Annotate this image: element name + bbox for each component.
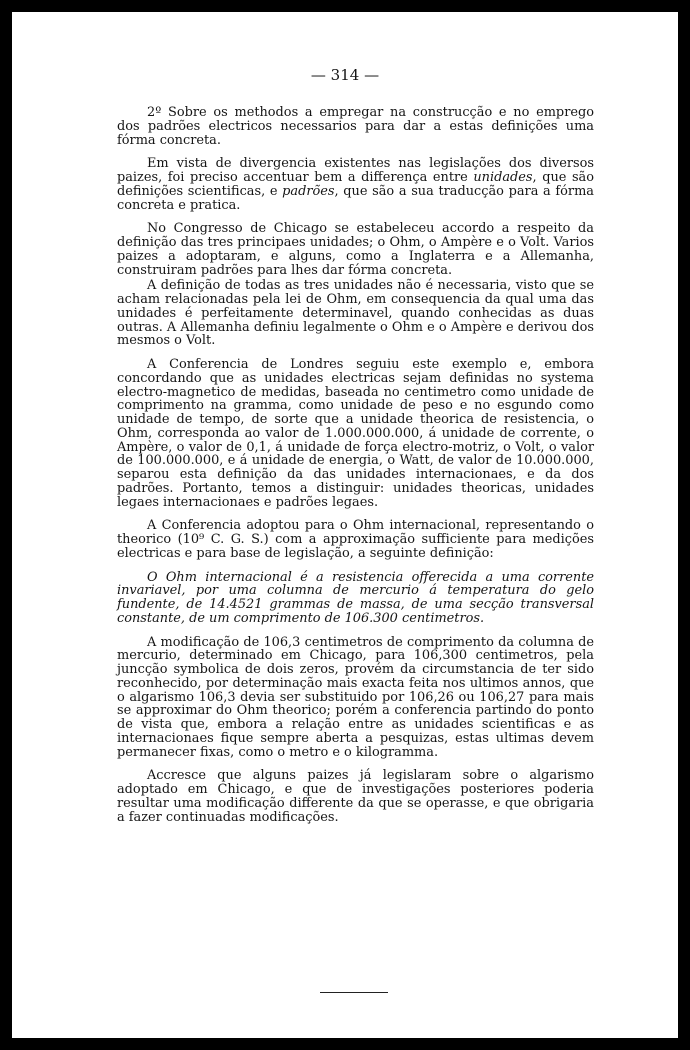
paragraph-3: No Congresso de Chicago se estabeleceu accordo a respeito da definição das tres principaes unidades; o Ohm, o Ampère e o Volt. Varios paizes a adoptaram, e alguns, como a Inglaterra e a Allemanha, construiram padrões para lhes dar fórma concreta. bbox=[117, 221, 594, 278]
paragraph-6: A Conferencia adoptou para o Ohm internacional, representando o theorico (10⁹ C. G. S.) com a approximação sufficiente para medições electricas e para base de legislação, a seguinte definição: bbox=[117, 518, 594, 561]
ohm-definition: O Ohm internacional é a resistencia offerecida a uma corrente invariavel, por uma columna de mercurio á temperatura do gelo fundente, de 14.4521 grammas de massa, de uma secção transversal constante, de um comprimento de 106.300 centimetros. bbox=[117, 569, 594, 626]
end-rule bbox=[320, 992, 388, 993]
document-page bbox=[12, 12, 678, 1038]
paragraph-8: A modificação de 106,3 centimetros de comprimento da columna de mercurio, determinado em Chicago, para 106,300 centimetros, pela juncção symbolica de dois zeros, provém da circumstancia de ter sido reconhecido, por determinação mais exacta feita nos ultimos annos, que o algarismo 106,3 devia ser substituido por 106,26 ou 106,27 para mais se approximar do Ohm theorico; porém a conferencia partindo do ponto de vista que, embora a relação entre as unidades scientificas e as internacionaes fique sempre aberta a pesquizas, estas ultimas devem permanecer fixas, como o metro e o kilogramma. bbox=[117, 634, 594, 760]
body-text bbox=[117, 106, 594, 834]
paragraph-1: 2º Sobre os methodos a empregar na construcção e no emprego dos padrões electricos necessarios para dar a estas definições uma fórma concreta. bbox=[117, 105, 594, 148]
paragraph-5: A Conferencia de Londres seguiu este exemplo e, embora concordando que as unidades electricas sejam definidas no systema electro-magnetico de medidas, baseada no centimetro como unidade de comprimento na gramma, como unidade de peso e no esgundo como unidade de tempo, de sorte que a unidade theorica de resistencia, o Ohm, corresponda ao valor de 1.000.000.000, á unidade de corrente, o Ampère, o valor de 0,1, á unidade de força electro-motriz, o Volt, o valor de 100.000.000, e á unidade de energia, o Watt, de valor de 10.000.000, separou esta definição da das unidades internacionaes, e da dos padrões. Portanto, temos a distinguir: unidades theoricas, unidades legaes internacionaes e padrões legaes. bbox=[117, 357, 594, 510]
paragraph-9: Accresce que alguns paizes já legislaram sobre o algarismo adoptado em Chicago, e que de investigações posteriores poderia resultar uma modificação differente da que se operasse, e que obrigaria a fazer continuadas modificações. bbox=[117, 768, 594, 825]
paragraph-2: Em vista de divergencia existentes nas legislações dos diversos paizes, foi preciso accentuar bem a differença entre unidades, que são definições scientificas, e padrões, que são a sua traducção para a fórma concreta e pratica. bbox=[117, 156, 594, 213]
paragraph-4: A definição de todas as tres unidades não é necessaria, visto que se acham relacionadas pela lei de Ohm, em consequencia da qual uma das unidades é perfeitamente determinavel, quando conhecidas as duas outras. A Allemanha definiu legalmente o Ohm e o Ampère e derivou dos mesmos o Volt. bbox=[117, 278, 594, 349]
page-number: — 314 — bbox=[310, 66, 380, 84]
